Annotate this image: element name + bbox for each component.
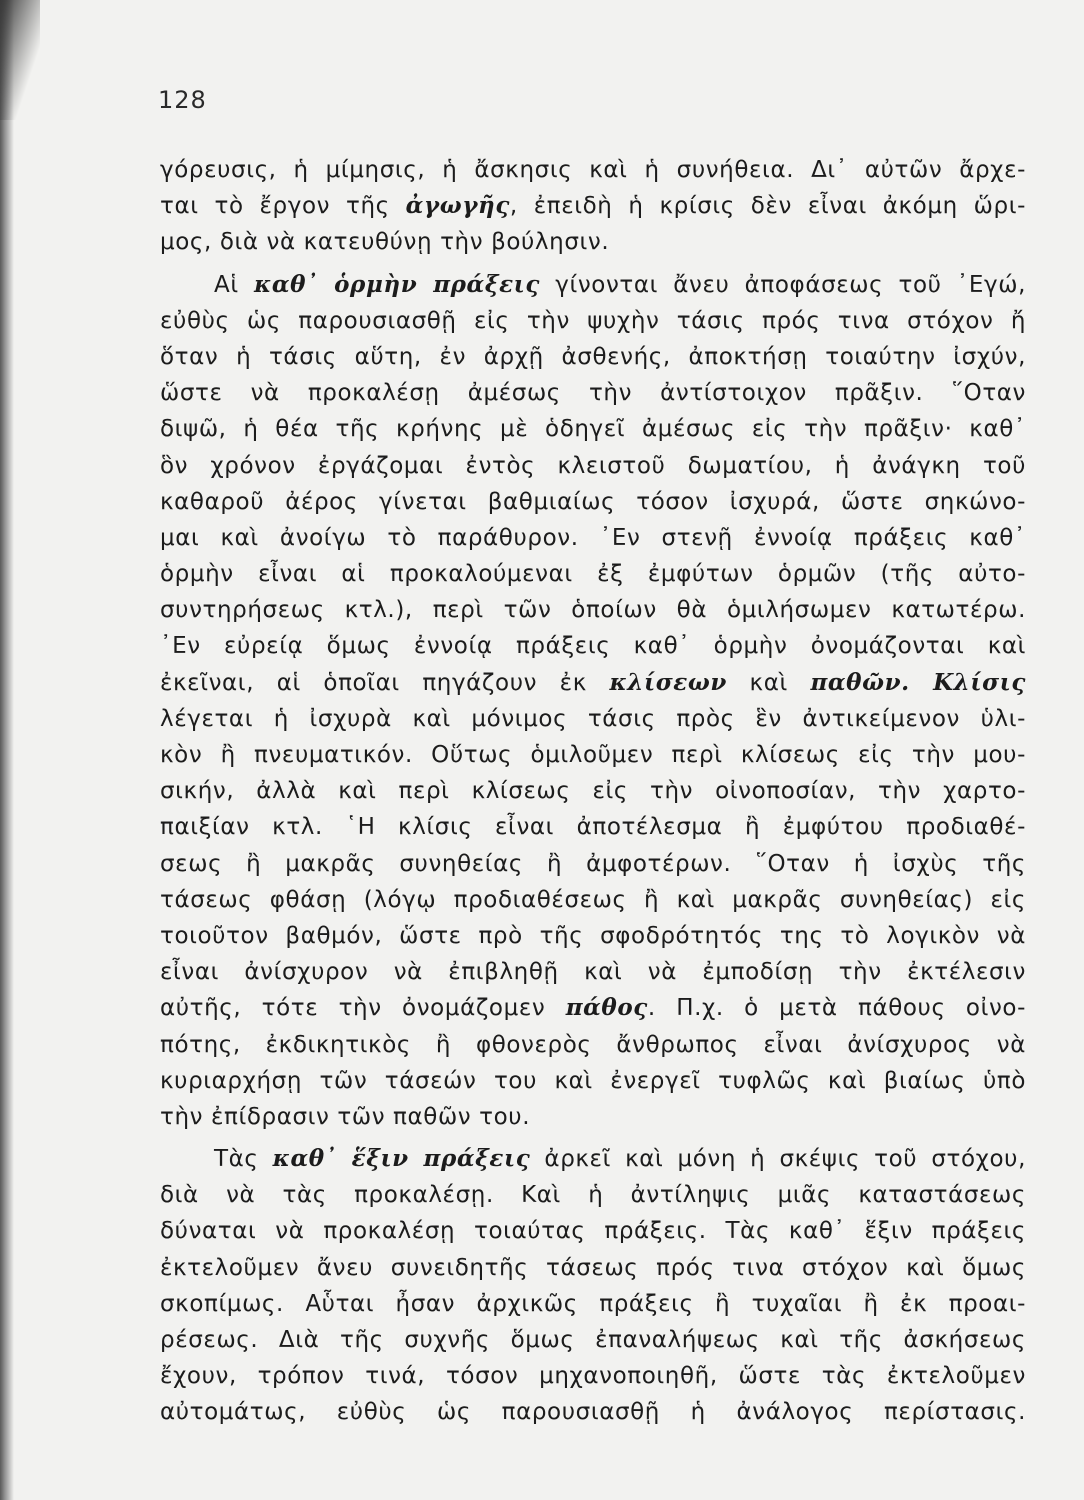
text-line (160, 773, 1026, 809)
text-segment: κὸν ἢ πνευματικόν. Οὕτως ὁμιλοῦμεν περὶ κλίσεως εἰς τὴν μου- (160, 742, 1026, 768)
text-segment: ἀρκεῖ καὶ μόνη ἡ σκέψις τοῦ στόχου, (530, 1146, 1026, 1173)
text-segment: αὐτῆς, τότε τὴν ὀνομάζομεν (160, 995, 566, 1022)
body-text (160, 152, 1026, 1431)
text-segment: ὥστε νὰ προκαλέσῃ ἀμέσως τὴν ἀντίστοιχον πρᾶξιν. ῞Οταν (160, 380, 1026, 407)
text-segment: διψῶ, ἡ θέα τῆς κρήνης μὲ ὁδηγεῖ ἀμέσως εἰς τὴν πρᾶξιν· καθ᾽ (160, 416, 1026, 443)
text-segment: αὐτομάτως, εὐθὺς ὡς παρουσιασθῇ ἡ ἀνάλογος περίστασις. (160, 1399, 1026, 1426)
text-line (160, 303, 1026, 339)
text-line (160, 484, 1026, 520)
text-line (160, 1322, 1026, 1358)
text-segment: δύναται νὰ προκαλέσῃ τοιαύτας πράξεις. Τὰς καθ᾽ ἕξιν πράξεις (160, 1218, 1026, 1245)
text-segment: πότης, ἐκδικητικὸς ἢ φθονερὸς ἄνθρωπος εἶναι ἀνίσχυρος νὰ (160, 1031, 1026, 1058)
text-segment: καθαροῦ ἀέρος γίνεται βαθμιαίως τόσον ἰσχυρά, ὥστε σηκώνο- (160, 488, 1026, 515)
text-segment: γίνονται ἄνευ ἀποφάσεως τοῦ ᾽Εγώ, (540, 271, 1026, 298)
text-line (160, 628, 1026, 664)
text-segment: τὴν ἐπίδρασιν τῶν παθῶν του. (160, 1103, 531, 1130)
text-segment: συντηρήσεως κτλ.), περὶ τῶν ὁποίων θὰ ὁμιλήσωμεν κατωτέρω. (160, 597, 1026, 624)
text-line (160, 737, 1026, 773)
text-line (160, 1394, 1026, 1430)
text-line (160, 1177, 1026, 1213)
text-segment: εἶναι ἀνίσχυρον νὰ ἐπιβληθῇ καὶ νὰ ἐμποδίσῃ τὴν ἐκτέλεσιν (160, 959, 1026, 986)
text-segment: εὐθὺς ὡς παρουσιασθῇ εἰς τὴν ψυχὴν τάσις πρός τινα στόχον ἤ (160, 307, 1026, 334)
text-segment: σεως ἢ μακρᾶς συνηθείας ἢ ἀμφοτέρων. ῞Οταν ἡ ἰσχὺς τῆς (160, 850, 1026, 877)
corner-shadow (0, 0, 40, 120)
text-line (160, 152, 1026, 188)
text-segment: σικήν, ἀλλὰ καὶ περὶ κλίσεως εἰς τὴν οἰνοποσίαν, τὴν χαρτο- (160, 778, 1026, 805)
page-number: 128 (158, 86, 207, 114)
text-line (160, 188, 1026, 224)
text-line (160, 411, 1026, 447)
text-segment: διὰ νὰ τὰς προκαλέσῃ. Καὶ ἡ ἀντίληψις μιᾶς καταστάσεως (160, 1182, 1026, 1209)
text-line (160, 665, 1026, 701)
text-segment: ρέσεως. Διὰ τῆς συχνῆς ὅμως ἐπαναλήψεως καὶ τῆς ἀσκήσεως (160, 1327, 1026, 1353)
text-segment: ἐκεῖναι, αἱ ὁποῖαι πηγάζουν ἐκ (160, 669, 610, 696)
text-line (160, 846, 1026, 882)
emphasized-term: ἀγωγῆς (405, 192, 510, 220)
text-line (160, 1063, 1026, 1099)
text-line (160, 1213, 1026, 1249)
text-line (160, 809, 1026, 845)
text-line (160, 918, 1026, 954)
text-line (160, 1099, 1026, 1135)
text-line (160, 882, 1026, 918)
text-segment: ὁρμὴν εἶναι αἱ προκαλούμεναι ἐξ ἐμφύτων ὁρμῶν (τῆς αὐτο- (160, 561, 1026, 588)
text-line (160, 520, 1026, 556)
text-segment: λέγεται ἡ ἰσχυρὰ καὶ μόνιμος τάσις πρὸς ἓν ἀντικείμενον ὑλι- (160, 705, 1026, 732)
text-line (160, 990, 1026, 1026)
text-segment: ὅταν ἡ τάσις αὕτη, ἐν ἀρχῇ ἀσθενής, ἀποκτήσῃ τοιαύτην ἰσχύν, (160, 343, 1026, 370)
text-segment: τάσεως φθάσῃ (λόγῳ προδιαθέσεως ἢ καὶ μακρᾶς συνηθείας) εἰς (160, 886, 1026, 913)
text-line (160, 556, 1026, 592)
text-segment: , ἐπειδὴ ἡ κρίσις δὲν εἶναι ἀκόμη ὥρι- (509, 193, 1026, 220)
text-segment: τοιοῦτον βαθμόν, ὥστε πρὸ τῆς σφοδρότητός της τὸ λογικὸν νὰ (160, 922, 1026, 949)
text-line (160, 1286, 1026, 1322)
text-segment: γόρευσις, ἡ μίμησις, ἡ ἄσκησις καὶ ἡ συνήθεια. Δι᾽ αὐτῶν ἄρχε- (160, 157, 1026, 183)
text-segment: καὶ (726, 669, 811, 696)
text-segment: κυριαρχήσῃ τῶν τάσεών του καὶ ἐνεργεῖ τυφλῶς καὶ βιαίως ὑπὸ (160, 1067, 1026, 1094)
emphasized-term: κλίσεων (609, 668, 727, 696)
text-line (160, 448, 1026, 484)
binding-shadow (0, 0, 14, 1500)
text-line (160, 1027, 1026, 1063)
text-line (160, 592, 1026, 628)
text-segment: σκοπίμως. Αὗται ἦσαν ἀρχικῶς πράξεις ἢ τυχαῖαι ἢ ἐκ προαι- (160, 1290, 1026, 1317)
text-segment: Τὰς (214, 1146, 273, 1173)
text-line (160, 1358, 1026, 1394)
emphasized-term: καθ᾽ ἕξιν πράξεις (272, 1145, 531, 1173)
text-segment: . Π.χ. ὁ μετὰ πάθους οἰνο- (647, 995, 1026, 1022)
text-segment: παιξίαν κτλ. ῾Η κλίσις εἶναι ἀποτέλεσμα ἢ ἐμφύτου προδιαθέ- (160, 814, 1026, 841)
text-segment: ᾽Εν εὐρείᾳ ὅμως ἐννοίᾳ πράξεις καθ᾽ ὁρμὴν ὀνομάζονται καὶ (160, 633, 1026, 660)
text-segment: ὃν χρόνον ἐργάζομαι ἐντὸς κλειστοῦ δωματίου, ἡ ἀνάγκη τοῦ (160, 452, 1026, 479)
text-line (160, 375, 1026, 411)
emphasized-term: καθ᾽ ὁρμὴν πράξεις (253, 270, 540, 298)
text-line (160, 267, 1026, 303)
text-line (160, 339, 1026, 375)
text-line (160, 954, 1026, 990)
text-segment: Αἱ (214, 271, 254, 298)
text-segment: μος, διὰ νὰ κατευθύνῃ τὴν βούλησιν. (160, 229, 610, 256)
emphasized-term: πάθος (565, 994, 648, 1022)
text-line (160, 1250, 1026, 1286)
emphasized-term: παθῶν. Κλίσις (810, 668, 1027, 696)
text-segment: ται τὸ ἔργον τῆς (160, 193, 406, 220)
text-segment: μαι καὶ ἀνοίγω τὸ παράθυρον. ᾽Εν στενῇ ἐννοίᾳ πράξεις καθ᾽ (160, 524, 1026, 551)
text-line (160, 224, 1026, 260)
text-segment: ἔχουν, τρόπον τινά, τόσον μηχανοποιηθῆ, ὥστε τὰς ἐκτελοῦμεν (160, 1363, 1026, 1390)
text-line (160, 701, 1026, 737)
text-line (160, 1141, 1026, 1177)
text-segment: ἐκτελοῦμεν ἄνευ συνειδητῆς τάσεως πρός τινα στόχον καὶ ὅμως (160, 1254, 1026, 1281)
